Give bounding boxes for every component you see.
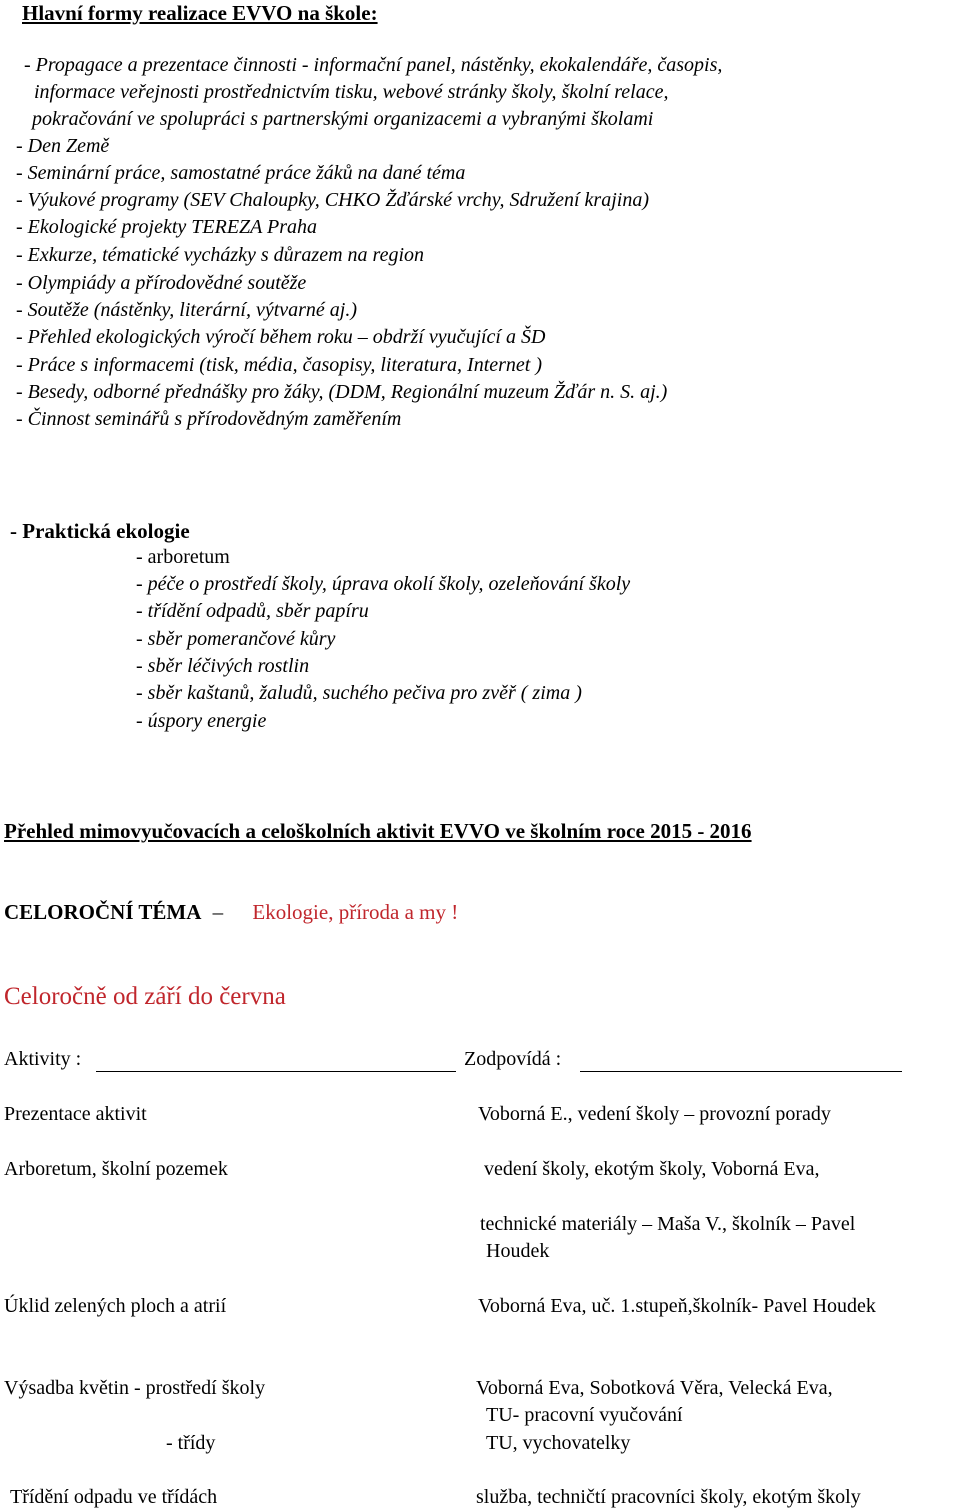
list-item: - péče o prostředí školy, úprava okolí školy, ozeleňování školy xyxy=(136,573,631,595)
list-item: - třídění odpadů, sběr papíru xyxy=(136,600,369,622)
list-item: - Ekologické projekty TEREZA Praha xyxy=(16,216,318,238)
list-item: - Exkurze, tématické vycházky s důrazem na region xyxy=(16,244,425,266)
header-underline-right xyxy=(580,1071,902,1072)
list-item: - Seminární práce, samostatné práce žáků na dané téma xyxy=(16,162,466,184)
table-cell-responsible: vedení školy, ekotým školy, Voborná Eva, xyxy=(484,1158,820,1180)
list-item: - Propagace a prezentace činnosti - informační panel, nástěnky, ekokalendáře, časopis, xyxy=(24,54,723,76)
list-item: - Besedy, odborné přednášky pro žáky, (DDM, Regionální muzeum Žďár n. S. aj.) xyxy=(16,381,668,403)
theme-line xyxy=(4,900,458,925)
list-item: - sběr pomerančové kůry xyxy=(136,628,336,650)
list-item: pokračování ve spolupráci s partnerskými organizacemi a vybranými školami xyxy=(32,108,654,130)
list-item: - Soutěže (nástěnky, literární, výtvarné aj.) xyxy=(16,299,358,321)
list-item: - Činnost seminářů s přírodovědným zaměřením xyxy=(16,408,402,430)
table-cell-responsible: TU, vychovatelky xyxy=(486,1432,631,1454)
table-cell-responsible: technické materiály – Maša V., školník – Pavel xyxy=(480,1213,856,1235)
table-header-responsible: Zodpovídá : xyxy=(464,1048,562,1070)
header-underline-left xyxy=(96,1071,456,1072)
list-item: - úspory energie xyxy=(136,710,267,732)
table-header-activities: Aktivity : xyxy=(4,1048,82,1070)
table-cell-responsible: Voborná E., vedení školy – provozní porady xyxy=(478,1103,831,1125)
list-item: - Výukové programy (SEV Chaloupky, CHKO Žďárské vrchy, Sdružení krajina) xyxy=(16,189,649,211)
table-cell-responsible: Voborná Eva, uč. 1.stupeň,školník- Pavel Houdek xyxy=(478,1295,876,1317)
table-cell-activity: Úklid zelených ploch a atrií xyxy=(4,1295,227,1317)
list-item: - sběr léčivých rostlin xyxy=(136,655,310,677)
table-cell-responsible: TU- pracovní vyučování xyxy=(486,1404,683,1426)
section-title-practical-ecology: - Praktická ekologie xyxy=(10,519,190,543)
theme-value: Ekologie, příroda a my ! xyxy=(252,900,459,924)
celorocne-title: Celoročně od září do června xyxy=(4,983,286,1010)
table-cell-activity: Výsadba květin - prostředí školy xyxy=(4,1377,266,1399)
table-cell-responsible: služba, techničtí pracovníci školy, ekotým školy xyxy=(476,1486,861,1508)
list-item: informace veřejnosti prostřednictvím tisku, webové stránky školy, školní relace, xyxy=(34,81,669,103)
table-cell-responsible: Voborná Eva, Sobotková Věra, Velecká Eva, xyxy=(476,1377,833,1399)
table-cell-activity: Arboretum, školní pozemek xyxy=(4,1158,228,1180)
table-cell-responsible: Houdek xyxy=(486,1240,550,1262)
section-title-main-forms: Hlavní formy realizace EVVO na škole: xyxy=(22,1,378,25)
list-item: - Den Země xyxy=(16,135,110,157)
overview-title: Přehled mimovyučovacích a celoškolních aktivit EVVO ve školním roce 2015 - 2016 xyxy=(4,819,752,843)
list-item: - arboretum xyxy=(136,546,230,568)
table-cell-activity: Prezentace aktivit xyxy=(4,1103,147,1125)
theme-dash: – xyxy=(212,900,224,924)
list-item: - Práce s informacemi (tisk, média, časopisy, literatura, Internet ) xyxy=(16,354,543,376)
table-cell-activity: Třídění odpadu ve třídách xyxy=(10,1486,218,1508)
table-cell-activity: - třídy xyxy=(166,1432,216,1454)
list-item: - sběr kaštanů, žaludů, suchého pečiva pro zvěř ( zima ) xyxy=(136,682,582,704)
list-item: - Přehled ekologických výročí během roku – obdrží vyučující a ŠD xyxy=(16,326,546,348)
theme-label: CELOROČNÍ TÉMA xyxy=(4,900,202,924)
list-item: - Olympiády a přírodovědné soutěže xyxy=(16,272,307,294)
